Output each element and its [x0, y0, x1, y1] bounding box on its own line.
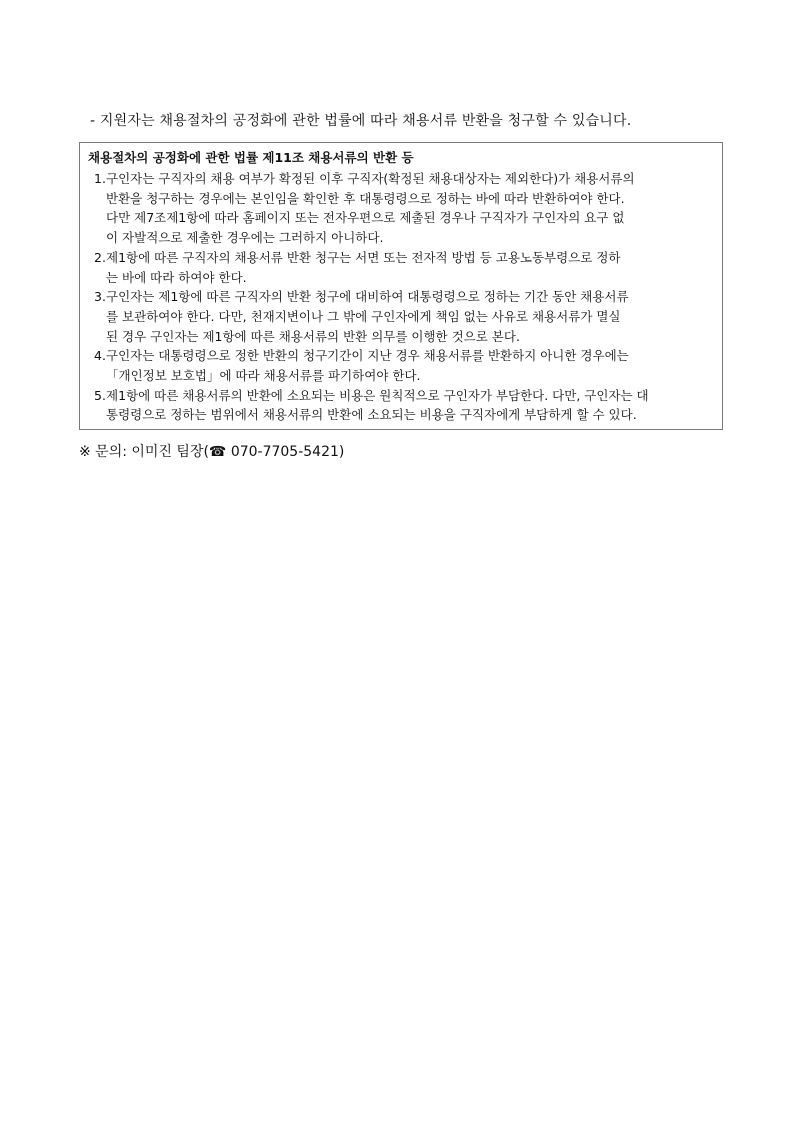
- clause-line: 된 경우 구인자는 제1항에 따른 채용서류의 반환 의무를 이행한 것으로 본다.: [106, 328, 520, 344]
- clause-line: 구인자는 대통령령으로 정한 반환의 청구기간이 지난 경우 채용서류를 반환하지 아니한 경우에는: [106, 348, 629, 364]
- law-title: 채용절차의 공정화에 관한 법률 제11조 채용서류의 반환 등: [88, 150, 414, 165]
- law-clause-2: [88, 248, 714, 287]
- intro-notice: - 지원자는 채용절차의 공정화에 관한 법률에 따라 채용서류 반환을 청구할 수 있습니다.: [90, 113, 632, 129]
- clause-line: 구인자는 제1항에 따른 구직자의 반환 청구에 대비하여 대통령령으로 정하는 기간 동안 채용서류: [106, 289, 629, 305]
- clause-line: 제1항에 따른 구직자의 채용서류 반환 청구는 서면 또는 전자적 방법 등 고용노동부령으로 정하: [106, 249, 621, 265]
- clause-line: 는 바에 따라 하여야 한다.: [106, 269, 247, 285]
- clause-number: 3.: [94, 289, 106, 305]
- clause-line: 를 보관하여야 한다. 다만, 천재지변이나 그 밖에 구인자에게 책임 없는 사유로 채용서류가 멸실: [106, 308, 621, 324]
- law-clause-3: [88, 287, 714, 346]
- law-clause-list: [88, 169, 714, 425]
- clause-number: 4.: [94, 348, 106, 364]
- law-excerpt-box: [79, 142, 723, 430]
- law-clause-5: [88, 386, 714, 425]
- clause-line: 제1항에 따른 채용서류의 반환에 소요되는 비용은 원칙적으로 구인자가 부담한다. 다만, 구인자는 대: [106, 387, 649, 403]
- clause-line: 다만 제7조제1항에 따라 홈페이지 또는 전자우편으로 제출된 경우나 구직자가 구인자의 요구 없: [106, 210, 625, 226]
- contact-info: ※ 문의: 이미진 팀장(☎ 070-7705-5421): [79, 444, 345, 460]
- clause-line: 「개인정보 보호법」에 따라 채용서류를 파기하여야 한다.: [106, 368, 421, 384]
- clause-line: 통령령으로 정하는 범위에서 채용서류의 반환에 소요되는 비용을 구직자에게 부담하게 할 수 있다.: [106, 407, 637, 423]
- clause-line: 반환을 청구하는 경우에는 본인임을 확인한 후 대통령령으로 정하는 바에 따라 반환하여야 한다.: [106, 190, 625, 206]
- clause-number: 2.: [94, 249, 106, 265]
- clause-number: 1.: [94, 171, 106, 186]
- clause-line: 구인자는 구직자의 채용 여부가 확정된 이후 구직자(확정된 채용대상자는 제외한다)가 채용서류의: [106, 171, 635, 186]
- law-clause-4: [88, 346, 714, 385]
- law-clause-1: [88, 169, 714, 248]
- clause-number: 5.: [94, 387, 106, 403]
- clause-line: 이 자발적으로 제출한 경우에는 그러하지 아니하다.: [106, 230, 384, 246]
